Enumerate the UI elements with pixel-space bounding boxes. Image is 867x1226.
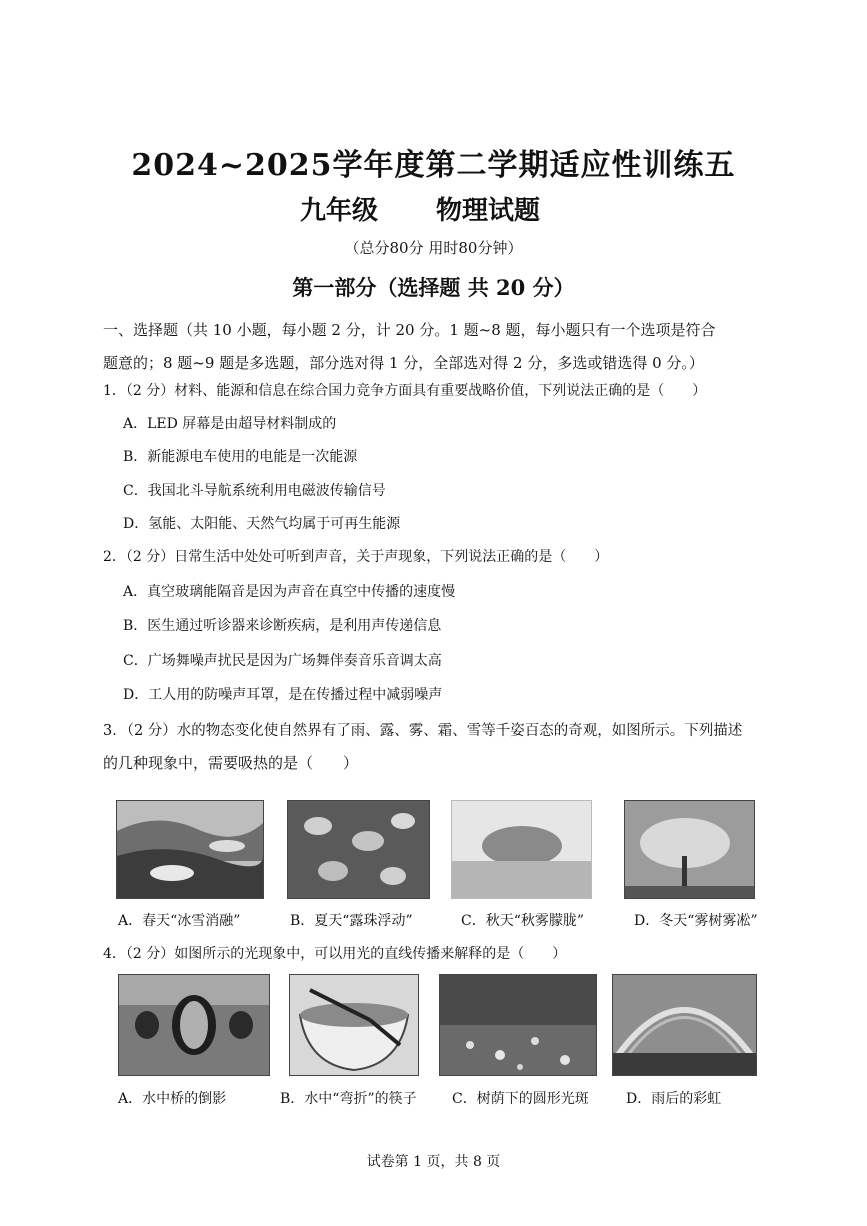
q1-option-d: D．氢能、太阳能、天然气均属于可再生能源 <box>123 516 401 532</box>
exam-subtitle: （总分80分 用时80分钟） <box>344 239 523 257</box>
q3-image-ice-melting <box>116 800 264 899</box>
subject-label: 物理试题 <box>436 196 541 226</box>
q3-image-rime <box>624 800 755 899</box>
q4-image-tree-shade-spots <box>439 974 597 1076</box>
q2-option-c: C．广场舞噪声扰民是因为广场舞伴奏音乐音调太高 <box>123 653 442 669</box>
q4-image-bridge-reflection <box>118 974 270 1076</box>
q4-caption-c: C．树荫下的圆形光斑 <box>452 1091 589 1107</box>
q4-caption-b: B．水中“弯折”的筷子 <box>280 1091 417 1107</box>
q2-option-b: B．医生通过听诊器来诊断疾病，是利用声传递信息 <box>123 618 442 634</box>
q2-option-d: D．工人用的防噪声耳罩，是在传播过程中减弱噪声 <box>123 687 443 703</box>
q3-caption-b: B．夏天“露珠浮动” <box>290 913 413 929</box>
q4-caption-d: D．雨后的彩虹 <box>626 1091 722 1107</box>
page-footer: 试卷第 1 页，共 8 页 <box>366 1154 501 1170</box>
q4-image-chopsticks <box>289 974 419 1076</box>
q3-stem-line-2: 的几种现象中，需要吸热的是（ ） <box>103 754 359 772</box>
exam-title: 2024~2025学年度第二学期适应性训练五 <box>131 148 736 183</box>
q4-image-rainbow <box>612 974 757 1076</box>
q2-option-a: A．真空玻璃能隔音是因为声音在真空中传播的速度慢 <box>123 584 456 600</box>
q1-stem: 1．（2 分）材料、能源和信息在综合国力竞争方面具有重要战略价值，下列说法正确的是（ ） <box>103 383 707 399</box>
q4-caption-a: A．水中桥的倒影 <box>118 1091 227 1107</box>
q3-caption-d: D．冬天“雾树雾凇” <box>634 913 758 929</box>
q3-caption-c: C．秋天“秋雾朦胧” <box>461 913 585 929</box>
q3-image-autumn-fog <box>451 800 592 899</box>
q1-option-b: B．新能源电车使用的电能是一次能源 <box>123 449 358 465</box>
instructions-line-1: 一、选择题（共 10 小题，每小题 2 分，计 20 分。1 题~8 题，每小题只有一个选项是符合 <box>103 321 716 339</box>
q1-option-a: A．LED 屏幕是由超导材料制成的 <box>123 416 337 432</box>
q3-stem-line-1: 3．（2 分）水的物态变化使自然界有了雨、露、雾、霜、雪等千姿百态的奇观，如图所示。下列描述 <box>103 723 743 739</box>
grade-label: 九年级 <box>300 196 379 226</box>
q1-option-c: C．我国北斗导航系统利用电磁波传输信号 <box>123 483 386 499</box>
q3-image-dew-drops <box>287 800 430 899</box>
instructions-line-2: 题意的；8 题~9 题是多选题，部分选对得 1 分，全部选对得 2 分，多选或错选得 0 分。） <box>103 354 704 372</box>
q4-stem: 4．（2 分）如图所示的光现象中，可以用光的直线传播来解释的是（ ） <box>103 946 567 962</box>
q2-stem: 2．（2 分）日常生活中处处可听到声音，关于声现象，下列说法正确的是（ ） <box>103 549 609 565</box>
part-heading: 第一部分（选择题 共 20 分） <box>292 275 575 300</box>
q3-caption-a: A．春天“冰雪消融” <box>118 913 241 929</box>
